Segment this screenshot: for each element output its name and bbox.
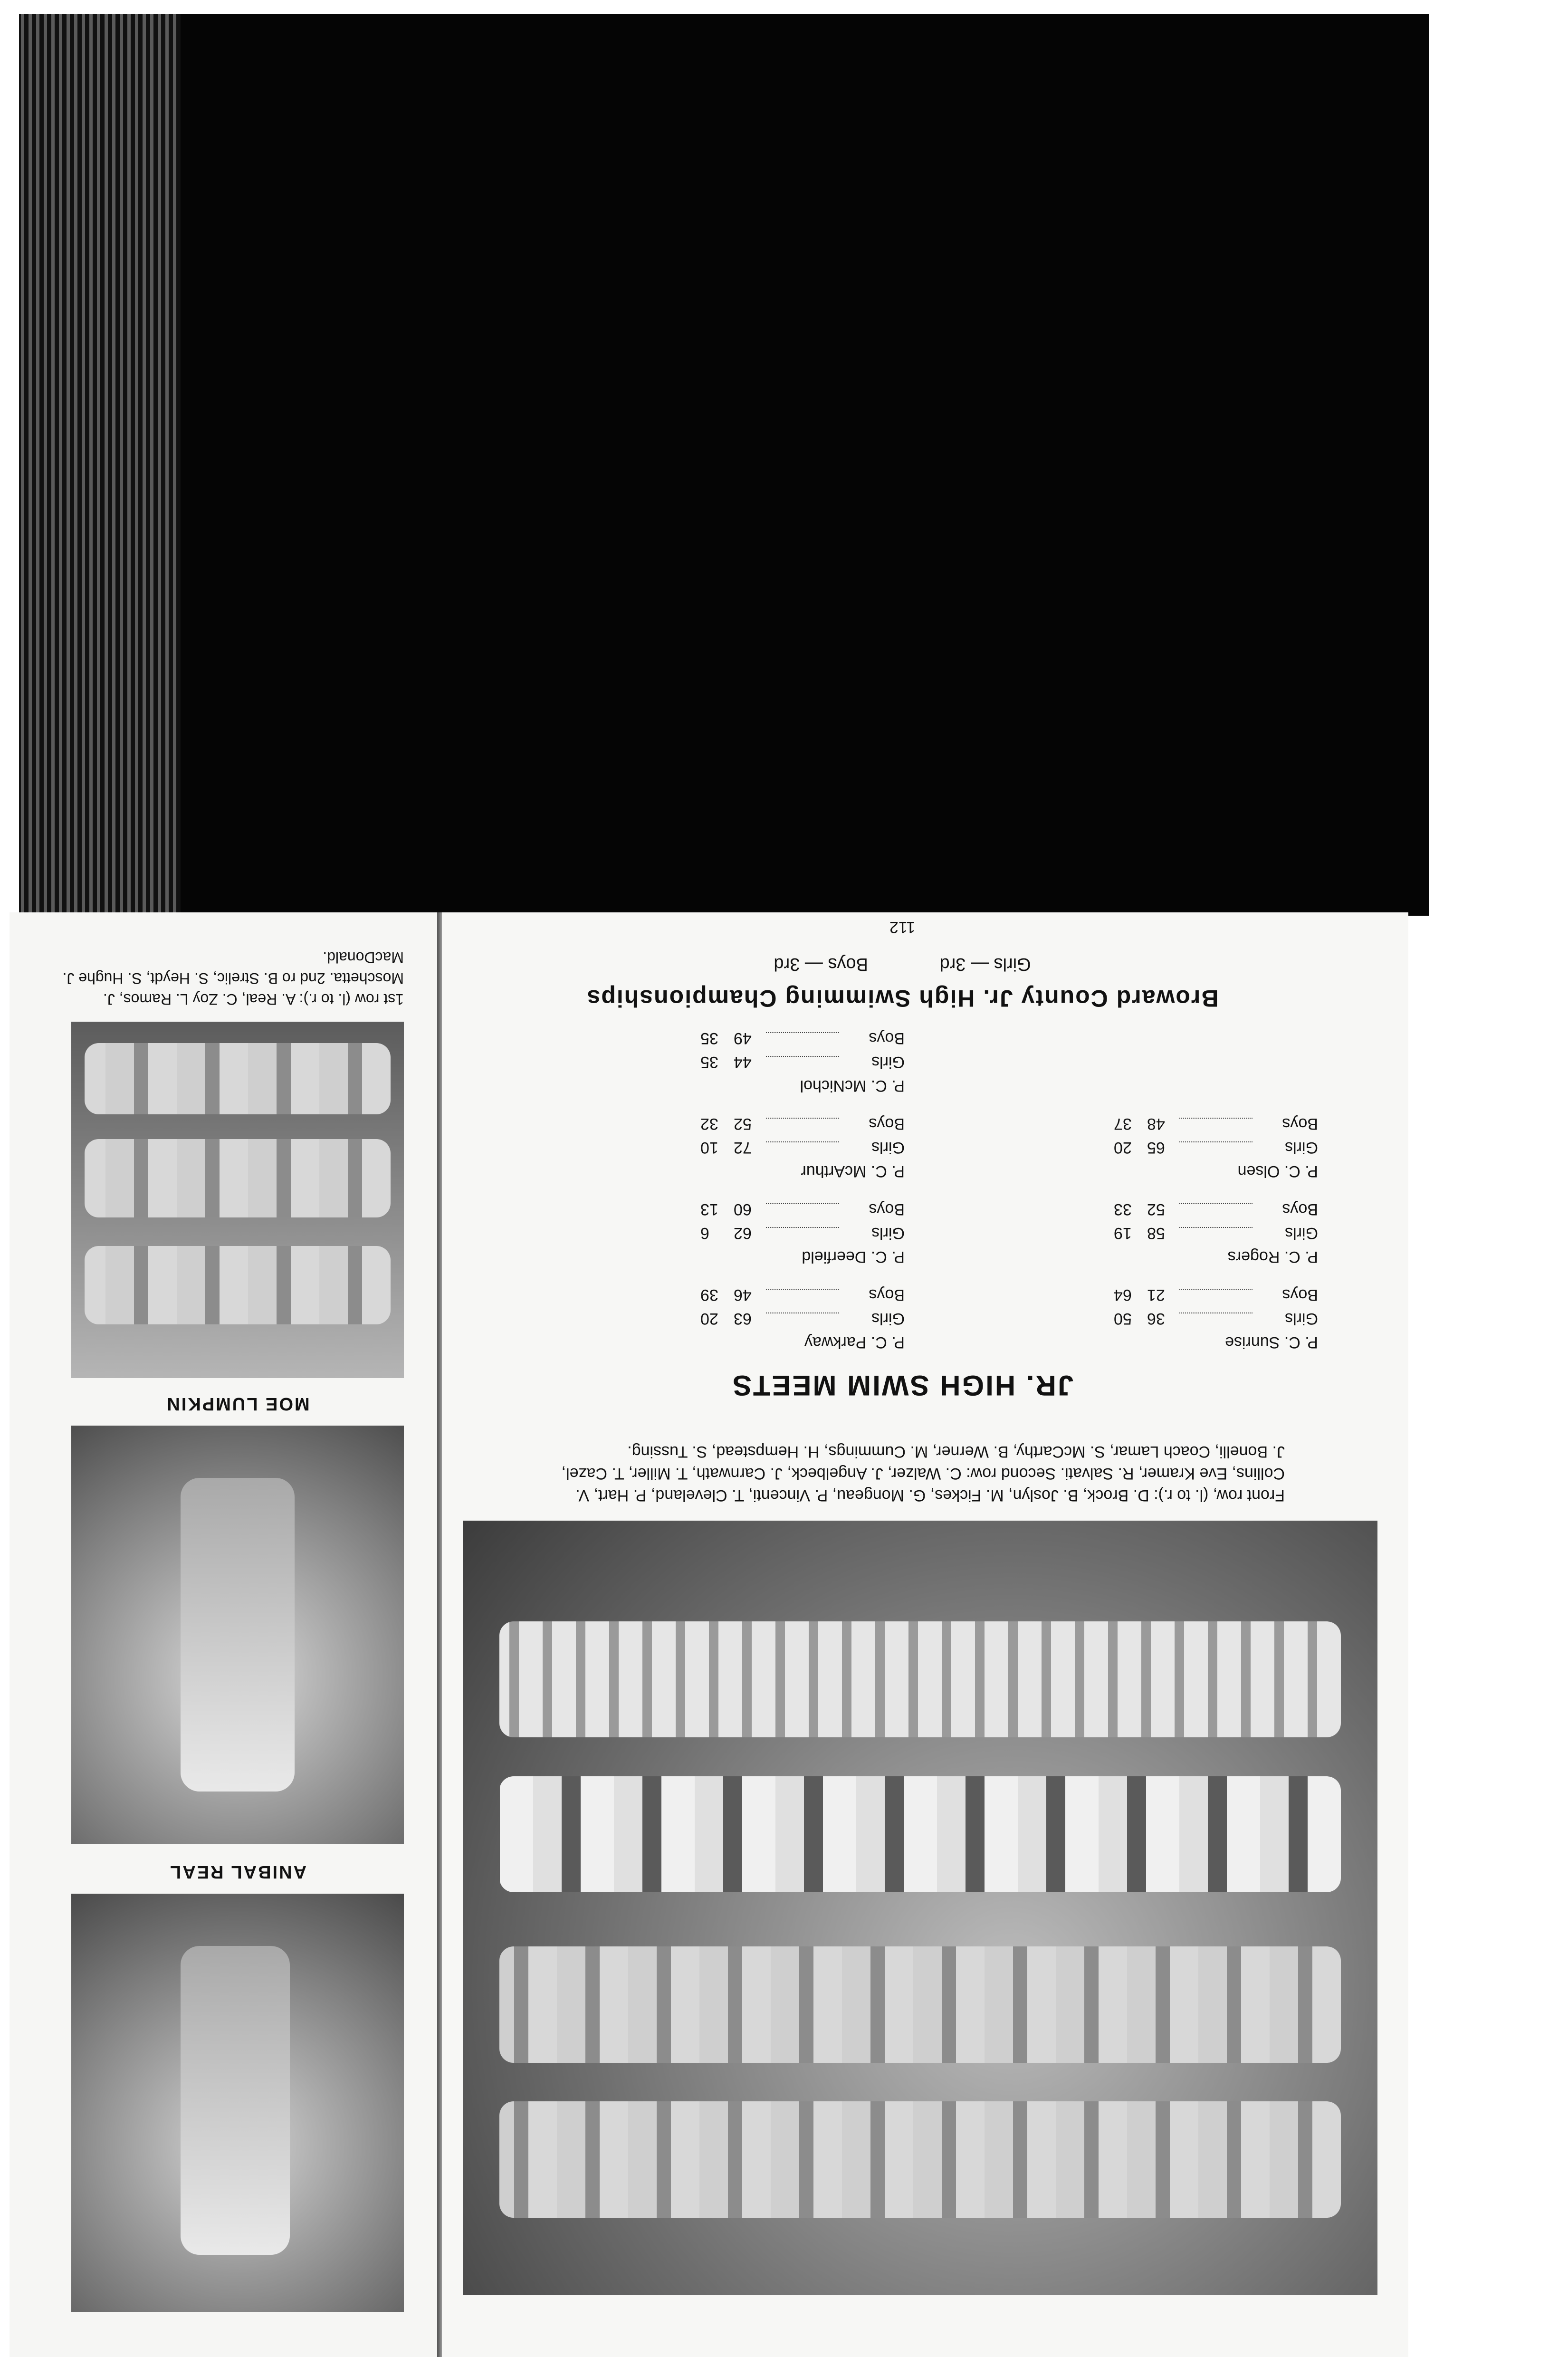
team-photo-caption: Front row, (l. to r.): D. Brock, B. Joslyn, M. Fickes, G. Mongeau, P. Vincenti, T. Cleveland, P. Hart, V. Collins, Eve Kramer, R. Salvati. Second row: C. Walzer, J. Angelbeck, J. Carnwath, T. Miller, T. Cazel, J. Bonelli, Coach Lamar, S. McCarthy, B. Werner, M. Cummings, H. Hempstead, S. Tussing. bbox=[561, 1443, 1285, 1504]
meet-deerfield: P. C. Deerfield Girls 62 6 Boys 60 13 bbox=[700, 1198, 905, 1269]
meet-rogers: P. C. Rogers Girls 58 19 Boys 52 33 bbox=[1114, 1198, 1318, 1269]
championship-title: Broward County Jr. High Swimming Championships bbox=[586, 985, 1219, 1012]
championship-results bbox=[396, 954, 1408, 974]
scanner-dark-area bbox=[19, 14, 1429, 916]
meet-teams: P. C. Sunrise bbox=[1225, 1333, 1318, 1351]
facing-page bbox=[10, 912, 437, 2357]
girls-result: Girls — 3rd bbox=[939, 954, 1031, 974]
scanner-stripe bbox=[19, 14, 181, 916]
section-title: JR. HIGH SWIM MEETS bbox=[731, 1370, 1074, 1401]
meet-teams: P. C. Deerfield bbox=[802, 1248, 905, 1266]
swim-team-photo bbox=[463, 1521, 1377, 2295]
meet-mcarthur: P. C. McArthur Girls 72 10 Boys 52 32 bbox=[700, 1112, 905, 1183]
meet-teams: P. C. Olsen bbox=[1237, 1162, 1318, 1180]
meet-mcnichol: P. C. McNichol Girls 44 35 Boys 49 35 bbox=[700, 1026, 905, 1098]
label-anibal-real: ANIBAL REAL bbox=[169, 1862, 306, 1882]
page-number: 112 bbox=[889, 918, 916, 936]
meet-parkway: P. C. Parkway Girls 63 20 Boys 46 39 bbox=[700, 1283, 905, 1354]
group-photo bbox=[71, 1022, 404, 1378]
meet-teams: P. C. McArthur bbox=[801, 1162, 905, 1180]
label-moe-lumpkin: MOE LUMPKIN bbox=[165, 1394, 310, 1414]
meet-sunrise: P. C. Sunrise Girls 36 50 Boys 21 64 bbox=[1114, 1283, 1318, 1354]
meet-teams: P. C. McNichol bbox=[800, 1077, 905, 1095]
group-photo-caption: 1st row (l. to r.): A. Real, C. Zoy L. Ramos, J. Moschetta. 2nd ro B. Strelic, S. Heydt, S. Hughe J. MacDonald. bbox=[62, 949, 404, 1008]
boys-result: Boys — 3rd bbox=[774, 954, 868, 974]
meet-teams: P. C. Parkway bbox=[804, 1333, 905, 1351]
meet-teams: P. C. Rogers bbox=[1227, 1248, 1318, 1266]
athlete-photo-anibal-real bbox=[71, 1894, 404, 2312]
yearbook-page-112 bbox=[396, 912, 1408, 2357]
meet-olsen: P. C. Olsen Girls 65 20 Boys 48 37 bbox=[1114, 1112, 1318, 1183]
athlete-photo-moe-lumpkin bbox=[71, 1426, 404, 1844]
